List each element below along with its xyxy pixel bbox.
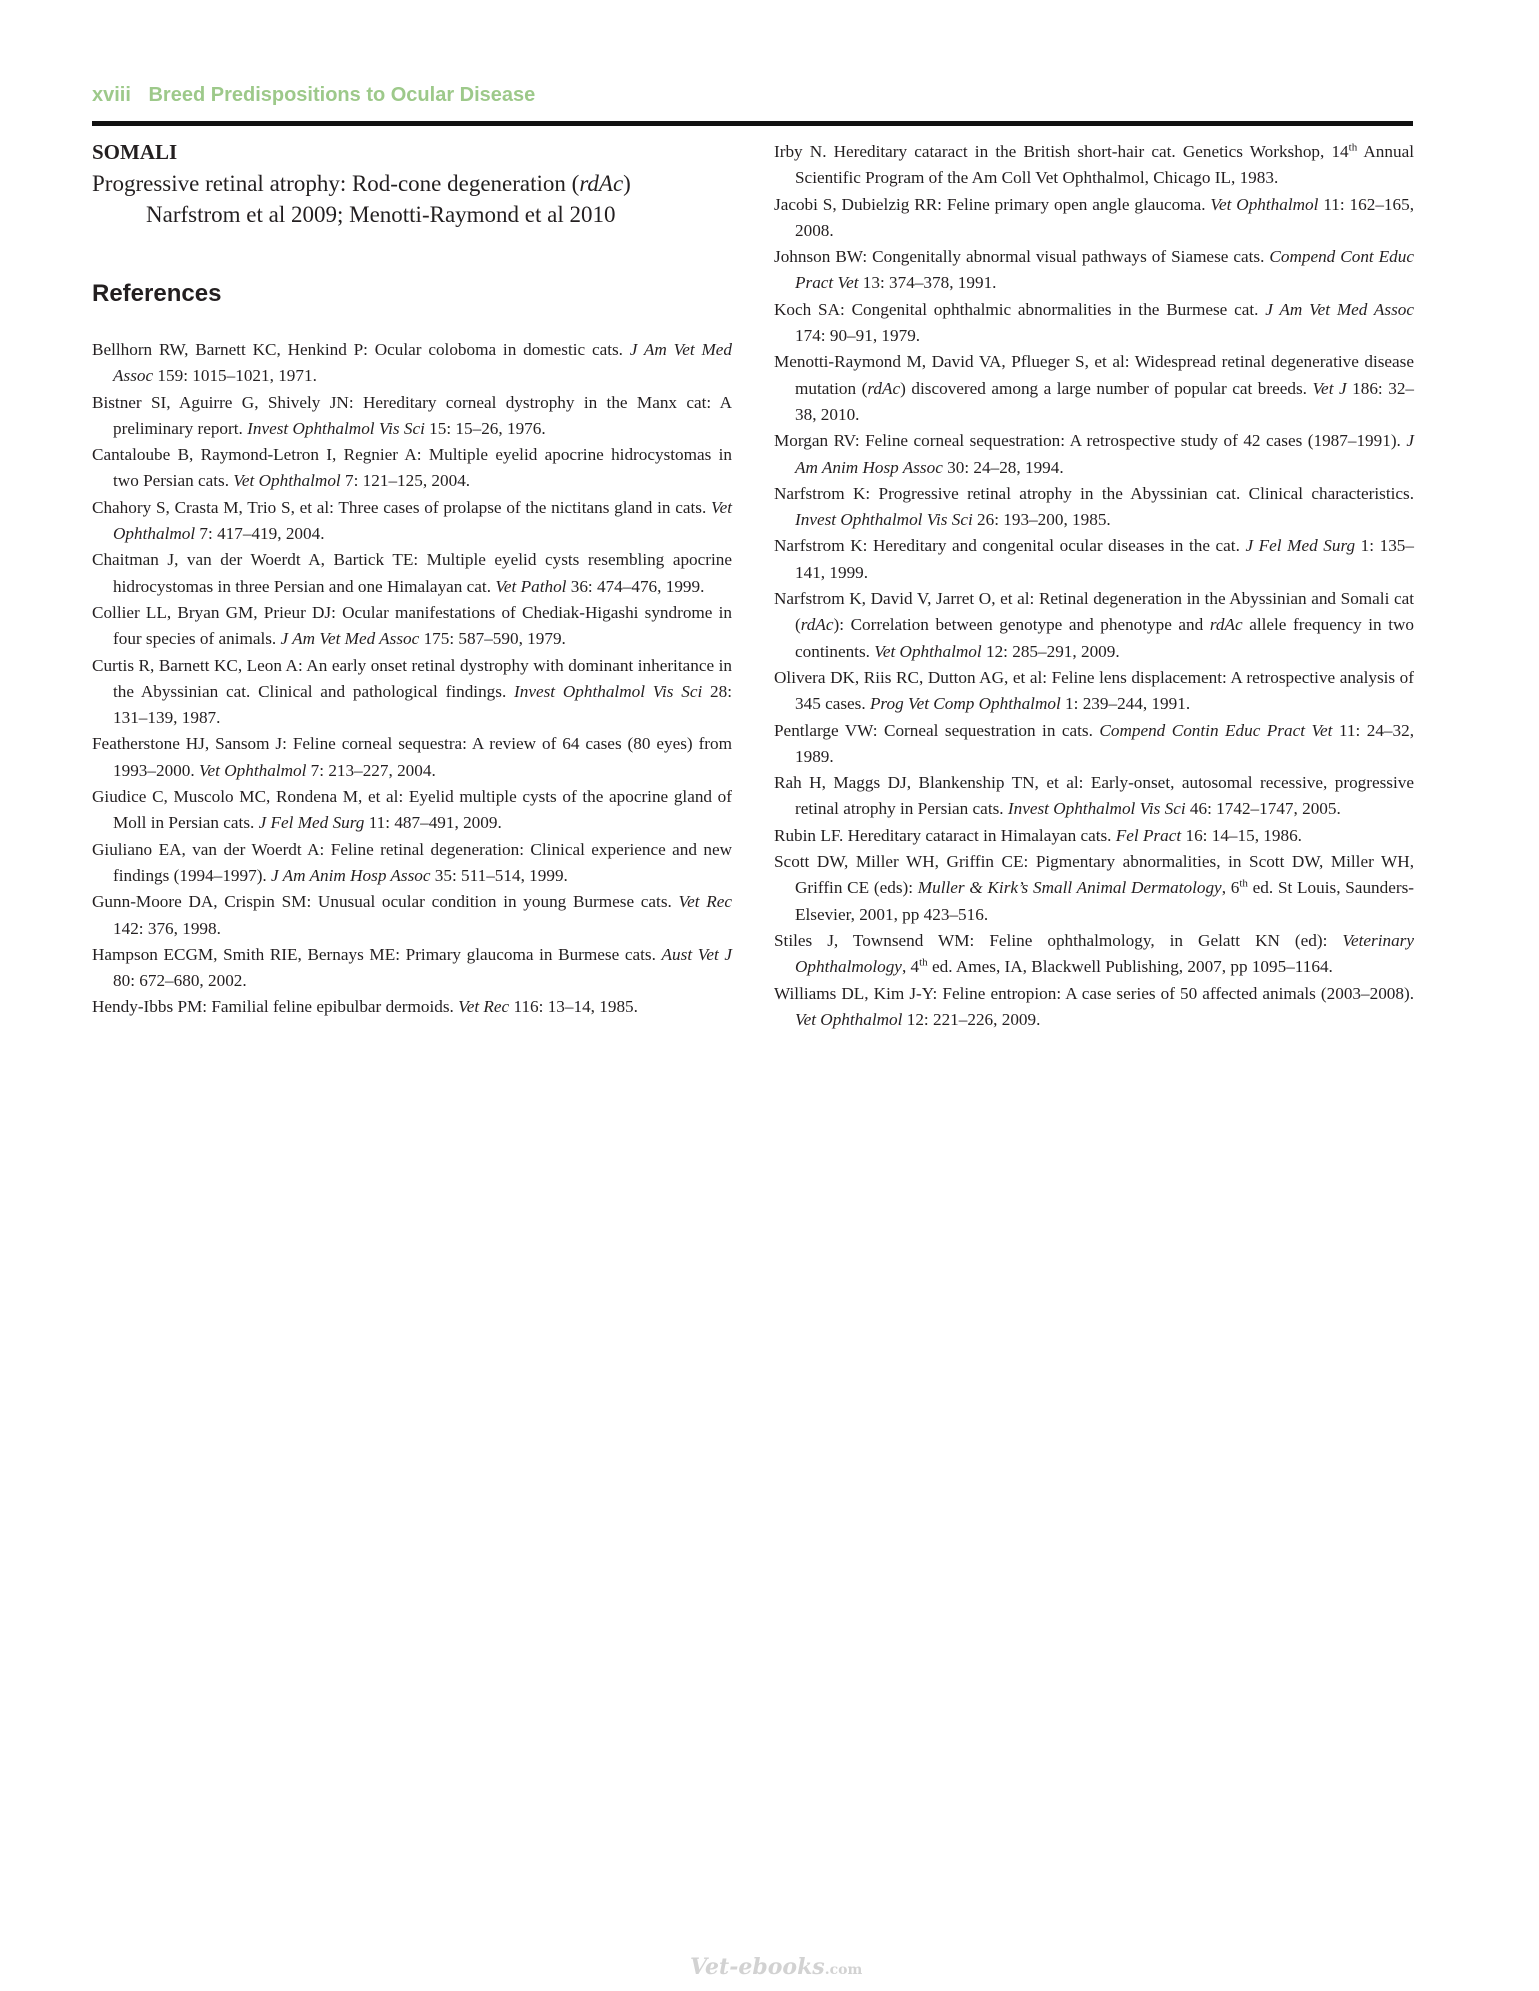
- reference-text: Scott DW, Miller WH, Griffin CE: Pigmentary abnormalities, in Scott DW, Miller WH, Griffin CE (eds):: [774, 852, 1414, 898]
- condition-citation: Narfstrom et al 2009; Menotti-Raymond et al 2010: [146, 202, 616, 227]
- reference-item: [774, 849, 1414, 928]
- reference-item: [774, 244, 1414, 297]
- reference-text: Irby N. Hereditary cataract in the British short-hair cat. Genetics Workshop, 14: [774, 142, 1349, 161]
- reference-text: 1: 239–244, 1991.: [1060, 694, 1191, 714]
- reference-text: 11: 24–32, 1989.: [795, 720, 1415, 766]
- reference-text: 15: 15–26, 1976.: [424, 418, 546, 438]
- reference-text: Giudice C, Muscolo MC, Rondena M, et al: Eyelid multiple cysts of the apocrine gland of Moll in Persian cats.: [92, 787, 732, 833]
- reference-text: ed. Ames, IA, Blackwell Publishing, 2007, pp 1095–1164.: [927, 957, 1333, 977]
- reference-text: Rubin LF. Hereditary cataract in Himalayan cats.: [774, 825, 1116, 845]
- reference-item: [92, 600, 732, 653]
- reference-italic: J Am Vet Med Assoc: [1265, 299, 1414, 319]
- reference-italic: Compend Cont Educ Pract Vet: [795, 247, 1414, 293]
- reference-italic: J Fel Med Surg: [258, 813, 365, 833]
- reference-text: Narfstrom K: Progressive retinal atrophy in the Abyssinian cat. Clinical characteristics.: [774, 483, 1414, 503]
- reference-text: 116: 13–14, 1985.: [509, 997, 638, 1017]
- left-column: [92, 138, 732, 1021]
- reference-text: Rah H, Maggs DJ, Blankenship TN, et al: Early-onset, autosomal recessive, progressive retinal atrophy in Persian cats.: [774, 773, 1414, 819]
- reference-text: Bellhorn RW, Barnett KC, Henkind P: Ocular coloboma in domestic cats.: [92, 340, 630, 359]
- reference-item: [92, 889, 732, 942]
- reference-italic: J Am Vet Med Assoc: [280, 629, 420, 649]
- reference-superscript: th: [919, 956, 928, 969]
- reference-text: , 4: [901, 957, 920, 977]
- reference-italic: Invest Ophthalmol Vis Sci: [1007, 799, 1186, 819]
- reference-text: Menotti-Raymond M, David VA, Pflueger S, et al: Widespread retinal degenerative disease mutation (: [774, 352, 1414, 398]
- reference-superscript: th: [1239, 877, 1248, 890]
- header-rule: [92, 121, 1413, 126]
- right-column: [774, 139, 1414, 1033]
- reference-italic: Vet Ophthalmol: [874, 641, 982, 661]
- reference-text: 35: 511–514, 1999.: [430, 865, 568, 885]
- reference-item: [92, 784, 732, 837]
- reference-text: Jacobi S, Dubielzig RR: Feline primary open angle glaucoma.: [774, 194, 1211, 214]
- reference-italic: Vet Ophthalmol: [1210, 194, 1319, 214]
- reference-text: ): Correlation between genotype and phenotype and: [833, 615, 1210, 635]
- reference-italic: Veterinary Ophthalmology: [795, 930, 1414, 977]
- reference-item: [92, 390, 732, 443]
- reference-text: 174: 90–91, 1979.: [795, 326, 921, 346]
- reference-text: 159: 1015–1021, 1971.: [153, 366, 317, 386]
- watermark-logo: [690, 1954, 862, 1980]
- reference-text: 1: 135–141, 1999.: [795, 536, 1414, 582]
- condition-text: Progressive retinal atrophy: Rod-cone degeneration (: [92, 171, 580, 196]
- reference-italic: Vet Pathol: [495, 576, 567, 596]
- reference-item: [774, 770, 1414, 823]
- reference-text: 13: 374–378, 1991.: [858, 273, 997, 293]
- reference-text: allele frequency in two continents.: [795, 615, 1414, 661]
- reference-item: [92, 547, 732, 600]
- reference-italic: Vet Ophthalmol: [113, 497, 732, 544]
- reference-text: Curtis R, Barnett KC, Leon A: An early onset retinal dystrophy with dominant inheritance in the Abyssinian cat. Clinical and pathological findings.: [92, 655, 732, 701]
- reference-text: Annual Scientific Program of the Am Coll Vet Ophthalmol, Chicago IL, 1983.: [795, 142, 1414, 188]
- reference-italic: J Am Anim Hosp Assoc: [271, 865, 431, 885]
- reference-italic: rdAc: [867, 378, 901, 398]
- reference-text: Chaitman J, van der Woerdt A, Bartick TE: Multiple eyelid cysts resembling apocrine hidrocystomas in three Persian and one Himalayan cat.: [92, 550, 732, 596]
- reference-item: [774, 665, 1414, 718]
- condition-line: [92, 168, 732, 199]
- reference-italic: Vet Ophthalmol: [233, 471, 341, 491]
- reference-item: [774, 823, 1414, 849]
- reference-text: 186: 32–38, 2010.: [795, 378, 1415, 424]
- reference-text: 11: 162–165, 2008.: [795, 194, 1414, 240]
- reference-item: [774, 586, 1414, 665]
- reference-item: [774, 718, 1414, 771]
- reference-text: Featherstone HJ, Sansom J: Feline corneal sequestra: A review of 64 cases (80 eyes) from 1993–2000.: [92, 734, 732, 780]
- reference-italic: rdAc: [1209, 615, 1243, 635]
- reference-text: Stiles J, Townsend WM: Feline ophthalmology, in Gelatt KN (ed):: [774, 930, 1343, 950]
- reference-item: [92, 837, 732, 890]
- reference-item: [92, 731, 732, 784]
- reference-text: 16: 14–15, 1986.: [1181, 825, 1302, 845]
- watermark-brand: Vet-ebooks: [690, 1954, 825, 1980]
- reference-text: Bistner SI, Aguirre G, Shively JN: Hereditary corneal dystrophy in the Manx cat: A preliminary report.: [92, 392, 732, 438]
- reference-italic: Aust Vet J: [661, 944, 733, 964]
- reference-item: [774, 192, 1414, 245]
- reference-text: 12: 221–226, 2009.: [902, 1009, 1041, 1029]
- reference-text: Collier LL, Bryan GM, Prieur DJ: Ocular manifestations of Chediak-Higashi syndrome in four species of animals.: [92, 602, 732, 649]
- reference-text: ) discovered among a large number of popular cat breeds.: [900, 378, 1313, 398]
- reference-italic: Vet Rec: [678, 892, 732, 912]
- reference-item: [774, 981, 1414, 1034]
- running-head-title: Breed Predispositions to Ocular Disease: [148, 84, 536, 106]
- running-head: [92, 84, 535, 107]
- reference-item: [92, 994, 732, 1020]
- reference-item: [774, 533, 1414, 586]
- reference-italic: Vet Ophthalmol: [198, 760, 307, 780]
- reference-item: [92, 495, 732, 548]
- reference-text: 46: 1742–1747, 2005.: [1185, 799, 1341, 819]
- reference-item: [774, 928, 1414, 981]
- reference-superscript: th: [1348, 141, 1358, 154]
- reference-text: Hampson ECGM, Smith RIE, Bernays ME: Primary glaucoma in Burmese cats.: [92, 944, 662, 964]
- reference-text: 11: 487–491, 2009.: [364, 813, 502, 833]
- reference-text: 80: 672–680, 2002.: [113, 971, 247, 991]
- references-heading: References: [92, 280, 222, 307]
- reference-text: Narfstrom K, David V, Jarret O, et al: Retinal degeneration in the Abyssinian and Somali cat (: [774, 589, 1414, 635]
- reference-item: [92, 653, 732, 732]
- reference-italic: Invest Ophthalmol Vis Sci: [514, 681, 703, 701]
- reference-italic: Vet Ophthalmol: [795, 1009, 903, 1029]
- reference-item: [92, 337, 732, 390]
- reference-text: Chahory S, Crasta M, Trio S, et al: Three cases of prolapse of the nictitans gland in cats.: [92, 497, 711, 517]
- reference-text: Cantaloube B, Raymond-Letron I, Regnier A: Multiple eyelid apocrine hidrocystomas in two Persian cats.: [92, 445, 732, 491]
- watermark-suffix: .com: [824, 1962, 863, 1978]
- reference-italic: Fel Pract: [1115, 825, 1182, 845]
- reference-italic: Invest Ophthalmol Vis Sci: [247, 418, 425, 438]
- condition-gene: rdAc: [579, 171, 624, 196]
- reference-text: Gunn-Moore DA, Crispin SM: Unusual ocular condition in young Burmese cats.: [92, 892, 679, 912]
- reference-text: , 6: [1221, 878, 1240, 898]
- reference-text: 142: 376, 1998.: [113, 918, 221, 938]
- reference-item: [774, 349, 1414, 428]
- reference-text: 30: 24–28, 1994.: [942, 457, 1064, 477]
- reference-list-right: [774, 139, 1414, 1033]
- page-number: xviii: [92, 84, 131, 106]
- reference-italic: Muller & Kirk’s Small Animal Dermatology: [917, 878, 1222, 898]
- reference-italic: J Fel Med Surg: [1245, 536, 1356, 556]
- reference-text: 175: 587–590, 1979.: [419, 629, 566, 649]
- reference-text: Hendy-Ibbs PM: Familial feline epibulbar dermoids.: [92, 997, 459, 1017]
- reference-italic: Compend Contin Educ Pract Vet: [1099, 720, 1333, 740]
- reference-italic: J Am Anim Hosp Assoc: [795, 431, 1414, 477]
- reference-text: 7: 121–125, 2004.: [340, 471, 471, 491]
- condition-close: ): [623, 171, 631, 196]
- reference-text: ed. St Louis, Saunders-Elsevier, 2001, pp 423–516.: [795, 878, 1414, 924]
- reference-text: Olivera DK, Riis RC, Dutton AG, et al: Feline lens displacement: A retrospective analysis of 345 cases.: [774, 667, 1414, 714]
- reference-text: 28: 131–139, 1987.: [113, 681, 732, 728]
- reference-text: Pentlarge VW: Corneal sequestration in cats.: [774, 720, 1100, 740]
- reference-italic: Prog Vet Comp Ophthalmol: [869, 694, 1061, 714]
- breed-heading: SOMALI: [92, 140, 178, 164]
- reference-text: 12: 285–291, 2009.: [981, 641, 1120, 661]
- reference-text: 26: 193–200, 1985.: [972, 510, 1111, 530]
- reference-text: 7: 213–227, 2004.: [306, 760, 436, 780]
- reference-text: Johnson BW: Congenitally abnormal visual pathways of Siamese cats.: [774, 247, 1270, 267]
- reference-text: 36: 474–476, 1999.: [566, 576, 705, 596]
- reference-item: [774, 139, 1414, 192]
- reference-italic: J Am Vet Med Assoc: [113, 340, 732, 386]
- reference-text: Morgan RV: Feline corneal sequestration: A retrospective study of 42 cases (1987–1991).: [774, 431, 1407, 451]
- reference-item: [774, 428, 1414, 481]
- reference-text: 7: 417–419, 2004.: [195, 524, 325, 544]
- reference-italic: Vet Rec: [458, 997, 510, 1017]
- reference-text: Williams DL, Kim J-Y: Feline entropion: A case series of 50 affected animals (2003–2008).: [774, 983, 1414, 1003]
- reference-item: [774, 481, 1414, 534]
- reference-item: [774, 297, 1414, 350]
- reference-text: Narfstrom K: Hereditary and congenital ocular diseases in the cat.: [774, 536, 1246, 556]
- reference-italic: Invest Ophthalmol Vis Sci: [795, 510, 973, 530]
- reference-text: Giuliano EA, van der Woerdt A: Feline retinal degeneration: Clinical experience and new findings (1994–1997).: [92, 839, 732, 885]
- reference-italic: Vet J: [1312, 378, 1347, 398]
- reference-italic: rdAc: [800, 615, 834, 635]
- reference-item: [92, 942, 732, 995]
- reference-text: Koch SA: Congenital ophthalmic abnormalities in the Burmese cat.: [774, 299, 1266, 319]
- reference-list-left: [92, 337, 732, 1021]
- reference-item: [92, 442, 732, 495]
